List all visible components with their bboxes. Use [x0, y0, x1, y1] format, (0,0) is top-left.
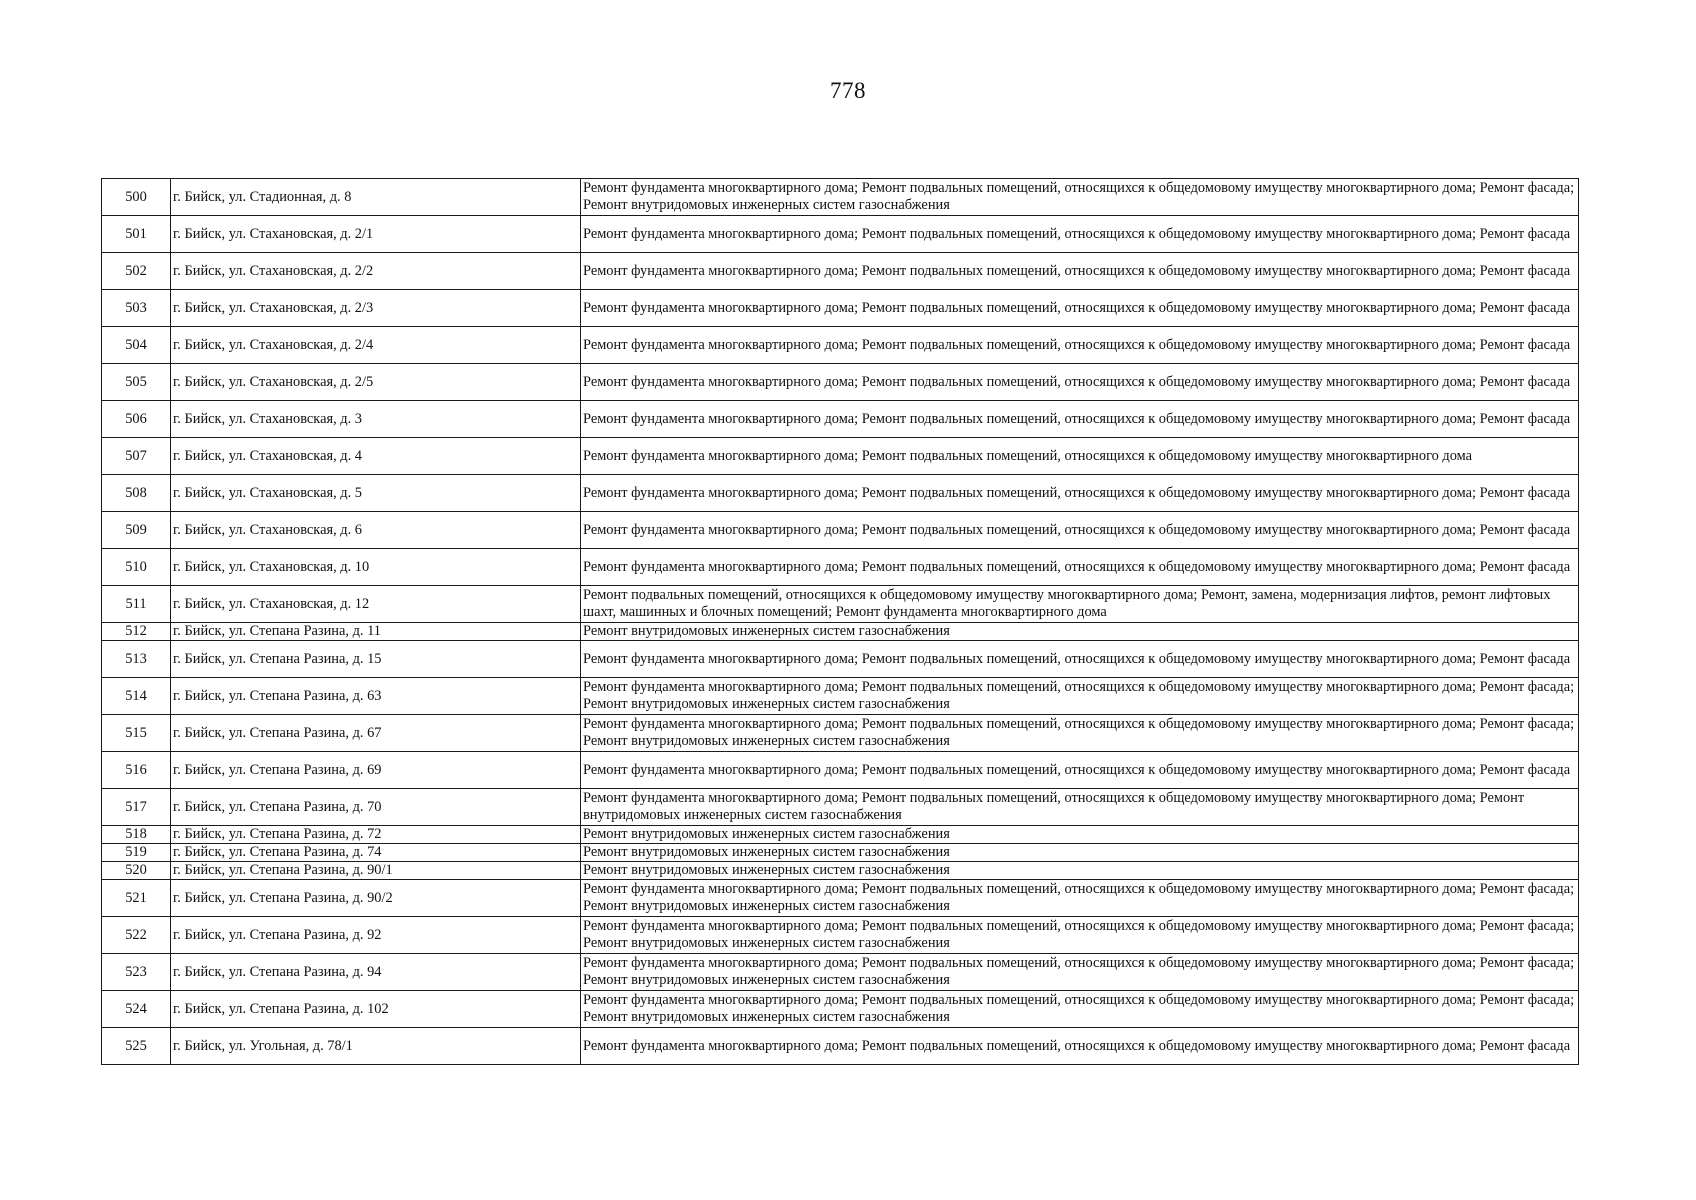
works-cell: Ремонт фундамента многоквартирного дома; Ремонт подвальных помещений, относящихся к общедомовому имуществу многоквартирного дома; Ремонт фасада; Ремонт внутридомовых инженерных систем газоснабжения	[581, 991, 1579, 1028]
row-number: 515	[102, 715, 171, 752]
address-cell: г. Бийск, ул. Степана Разина, д. 90/2	[171, 880, 581, 917]
row-number: 508	[102, 475, 171, 512]
table-row	[102, 253, 1579, 290]
table-row	[102, 862, 1579, 880]
row-number: 504	[102, 327, 171, 364]
table-row	[102, 475, 1579, 512]
row-number: 509	[102, 512, 171, 549]
address-cell: г. Бийск, ул. Степана Разина, д. 72	[171, 826, 581, 844]
row-number: 514	[102, 678, 171, 715]
works-cell: Ремонт фундамента многоквартирного дома; Ремонт подвальных помещений, относящихся к общедомовому имуществу многоквартирного дома; Ремонт фасада; Ремонт внутридомовых инженерных систем газоснабжения	[581, 954, 1579, 991]
table-row	[102, 586, 1579, 623]
works-cell: Ремонт подвальных помещений, относящихся к общедомовому имуществу многоквартирного дома; Ремонт, замена, модернизация лифтов, ремонт лифтовых шахт, машинных и блочных помещений; Ремонт фундамента многоквартирного дома	[581, 586, 1579, 623]
table-row	[102, 216, 1579, 253]
works-cell: Ремонт фундамента многоквартирного дома; Ремонт подвальных помещений, относящихся к общедомовому имуществу многоквартирного дома; Ремонт фасада; Ремонт внутридомовых инженерных систем газоснабжения	[581, 179, 1579, 216]
row-number: 507	[102, 438, 171, 475]
row-number: 510	[102, 549, 171, 586]
address-cell: г. Бийск, ул. Степана Разина, д. 69	[171, 752, 581, 789]
row-number: 500	[102, 179, 171, 216]
table-row	[102, 715, 1579, 752]
row-number: 520	[102, 862, 171, 880]
table-row	[102, 401, 1579, 438]
row-number: 511	[102, 586, 171, 623]
works-cell: Ремонт фундамента многоквартирного дома; Ремонт подвальных помещений, относящихся к общедомовому имуществу многоквартирного дома; Ремонт фасада	[581, 1028, 1579, 1065]
address-cell: г. Бийск, ул. Стахановская, д. 2/1	[171, 216, 581, 253]
table-row	[102, 880, 1579, 917]
address-cell: г. Бийск, ул. Степана Разина, д. 94	[171, 954, 581, 991]
works-cell: Ремонт фундамента многоквартирного дома; Ремонт подвальных помещений, относящихся к общедомовому имуществу многоквартирного дома; Ремонт фасада; Ремонт внутридомовых инженерных систем газоснабжения	[581, 715, 1579, 752]
row-number: 502	[102, 253, 171, 290]
table-row	[102, 438, 1579, 475]
works-cell: Ремонт внутридомовых инженерных систем газоснабжения	[581, 862, 1579, 880]
works-cell: Ремонт фундамента многоквартирного дома; Ремонт подвальных помещений, относящихся к общедомовому имуществу многоквартирного дома; Ремонт внутридомовых инженерных систем газоснабжения	[581, 789, 1579, 826]
table-row	[102, 826, 1579, 844]
address-cell: г. Бийск, ул. Стахановская, д. 2/3	[171, 290, 581, 327]
works-cell: Ремонт фундамента многоквартирного дома; Ремонт подвальных помещений, относящихся к общедомовому имуществу многоквартирного дома; Ремонт фасада	[581, 641, 1579, 678]
works-cell: Ремонт фундамента многоквартирного дома; Ремонт подвальных помещений, относящихся к общедомовому имуществу многоквартирного дома; Ремонт фасада; Ремонт внутридомовых инженерных систем газоснабжения	[581, 678, 1579, 715]
table-row	[102, 549, 1579, 586]
address-cell: г. Бийск, ул. Стахановская, д. 2/4	[171, 327, 581, 364]
table-row	[102, 954, 1579, 991]
address-cell: г. Бийск, ул. Стахановская, д. 5	[171, 475, 581, 512]
works-cell: Ремонт фундамента многоквартирного дома; Ремонт подвальных помещений, относящихся к общедомовому имуществу многоквартирного дома; Ремонт фасада	[581, 475, 1579, 512]
address-cell: г. Бийск, ул. Стадионная, д. 8	[171, 179, 581, 216]
address-cell: г. Бийск, ул. Степана Разина, д. 15	[171, 641, 581, 678]
works-cell: Ремонт фундамента многоквартирного дома; Ремонт подвальных помещений, относящихся к общедомовому имуществу многоквартирного дома; Ремонт фасада	[581, 401, 1579, 438]
works-cell: Ремонт фундамента многоквартирного дома; Ремонт подвальных помещений, относящихся к общедомовому имуществу многоквартирного дома; Ремонт фасада	[581, 216, 1579, 253]
table-body	[102, 179, 1579, 1065]
works-cell: Ремонт внутридомовых инженерных систем газоснабжения	[581, 826, 1579, 844]
address-cell: г. Бийск, ул. Степана Разина, д. 92	[171, 917, 581, 954]
table-row	[102, 512, 1579, 549]
works-cell: Ремонт фундамента многоквартирного дома; Ремонт подвальных помещений, относящихся к общедомовому имуществу многоквартирного дома; Ремонт фасада; Ремонт внутридомовых инженерных систем газоснабжения	[581, 917, 1579, 954]
repair-works-table	[101, 178, 1579, 1065]
works-cell: Ремонт фундамента многоквартирного дома; Ремонт подвальных помещений, относящихся к общедомовому имуществу многоквартирного дома; Ремонт фасада	[581, 253, 1579, 290]
row-number: 522	[102, 917, 171, 954]
table-row	[102, 752, 1579, 789]
works-cell: Ремонт фундамента многоквартирного дома; Ремонт подвальных помещений, относящихся к общедомовому имуществу многоквартирного дома; Ремонт фасада	[581, 327, 1579, 364]
table-row	[102, 844, 1579, 862]
table-row	[102, 179, 1579, 216]
table-row	[102, 290, 1579, 327]
row-number: 503	[102, 290, 171, 327]
address-cell: г. Бийск, ул. Степана Разина, д. 63	[171, 678, 581, 715]
row-number: 525	[102, 1028, 171, 1065]
row-number: 505	[102, 364, 171, 401]
address-cell: г. Бийск, ул. Стахановская, д. 6	[171, 512, 581, 549]
address-cell: г. Бийск, ул. Угольная, д. 78/1	[171, 1028, 581, 1065]
address-cell: г. Бийск, ул. Степана Разина, д. 102	[171, 991, 581, 1028]
works-cell: Ремонт фундамента многоквартирного дома; Ремонт подвальных помещений, относящихся к общедомовому имуществу многоквартирного дома; Ремонт фасада	[581, 512, 1579, 549]
row-number: 518	[102, 826, 171, 844]
address-cell: г. Бийск, ул. Стахановская, д. 2/5	[171, 364, 581, 401]
table-row	[102, 1028, 1579, 1065]
row-number: 517	[102, 789, 171, 826]
works-cell: Ремонт фундамента многоквартирного дома; Ремонт подвальных помещений, относящихся к общедомовому имуществу многоквартирного дома; Ремонт фасада; Ремонт внутридомовых инженерных систем газоснабжения	[581, 880, 1579, 917]
works-cell: Ремонт фундамента многоквартирного дома; Ремонт подвальных помещений, относящихся к общедомовому имуществу многоквартирного дома; Ремонт фасада	[581, 549, 1579, 586]
address-cell: г. Бийск, ул. Степана Разина, д. 90/1	[171, 862, 581, 880]
row-number: 512	[102, 623, 171, 641]
row-number: 501	[102, 216, 171, 253]
table-row	[102, 364, 1579, 401]
table-row	[102, 623, 1579, 641]
address-cell: г. Бийск, ул. Стахановская, д. 12	[171, 586, 581, 623]
row-number: 506	[102, 401, 171, 438]
row-number: 513	[102, 641, 171, 678]
address-cell: г. Бийск, ул. Степана Разина, д. 70	[171, 789, 581, 826]
address-cell: г. Бийск, ул. Степана Разина, д. 67	[171, 715, 581, 752]
page-number: 778	[830, 78, 866, 103]
address-cell: г. Бийск, ул. Стахановская, д. 10	[171, 549, 581, 586]
works-cell: Ремонт фундамента многоквартирного дома; Ремонт подвальных помещений, относящихся к общедомовому имуществу многоквартирного дома; Ремонт фасада	[581, 290, 1579, 327]
table-row	[102, 327, 1579, 364]
address-cell: г. Бийск, ул. Стахановская, д. 4	[171, 438, 581, 475]
works-cell: Ремонт фундамента многоквартирного дома; Ремонт подвальных помещений, относящихся к общедомовому имуществу многоквартирного дома; Ремонт фасада	[581, 364, 1579, 401]
row-number: 521	[102, 880, 171, 917]
address-cell: г. Бийск, ул. Стахановская, д. 3	[171, 401, 581, 438]
row-number: 524	[102, 991, 171, 1028]
row-number: 523	[102, 954, 171, 991]
works-cell: Ремонт внутридомовых инженерных систем газоснабжения	[581, 623, 1579, 641]
row-number: 519	[102, 844, 171, 862]
works-cell: Ремонт фундамента многоквартирного дома; Ремонт подвальных помещений, относящихся к общедомовому имуществу многоквартирного дома	[581, 438, 1579, 475]
row-number: 516	[102, 752, 171, 789]
table-row	[102, 917, 1579, 954]
address-cell: г. Бийск, ул. Стахановская, д. 2/2	[171, 253, 581, 290]
table-row	[102, 678, 1579, 715]
table-row	[102, 641, 1579, 678]
works-cell: Ремонт внутридомовых инженерных систем газоснабжения	[581, 844, 1579, 862]
table-row	[102, 991, 1579, 1028]
address-cell: г. Бийск, ул. Степана Разина, д. 74	[171, 844, 581, 862]
address-cell: г. Бийск, ул. Степана Разина, д. 11	[171, 623, 581, 641]
works-cell: Ремонт фундамента многоквартирного дома; Ремонт подвальных помещений, относящихся к общедомовому имуществу многоквартирного дома; Ремонт фасада	[581, 752, 1579, 789]
table-row	[102, 789, 1579, 826]
